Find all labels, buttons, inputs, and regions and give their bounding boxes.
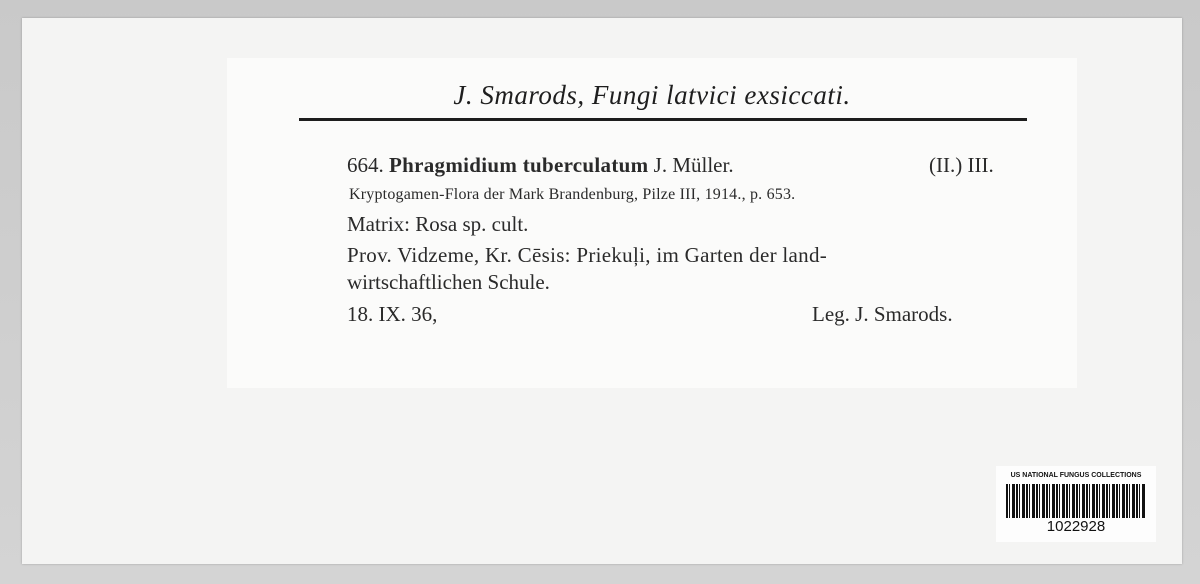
species-author: J. Müller. [653, 153, 734, 177]
exsiccata-label [227, 58, 1077, 388]
barcode-bars [1006, 484, 1146, 518]
date-collector-line [347, 302, 953, 327]
reference-line: Kryptogamen-Flora der Mark Brandenburg, Pilze III, 1914., p. 653. [349, 186, 796, 203]
barcode-header: US NATIONAL FUNGUS COLLECTIONS [1010, 472, 1142, 479]
specimen-number: 664. [347, 153, 384, 177]
title-rule [299, 118, 1027, 121]
spore-stage: (II.) III. [929, 153, 994, 177]
collector: Leg. J. Smarods. [812, 302, 953, 326]
collection-date: 18. IX. 36, [347, 302, 438, 326]
matrix-line: Matrix: Rosa sp. cult. [347, 212, 529, 236]
barcode-label [996, 466, 1156, 542]
locality-line-2: wirtschaftlichen Schule. [347, 270, 550, 294]
label-title: J. Smarods, Fungi latvici exsiccati. [453, 80, 851, 110]
locality-line-1: Prov. Vidzeme, Kr. Cēsis: Priekuļi, im Garten der land- [347, 243, 828, 267]
species-line [347, 153, 994, 178]
barcode-number: 1022928 [1046, 518, 1106, 535]
species-name: Phragmidium tuberculatum [389, 153, 649, 177]
